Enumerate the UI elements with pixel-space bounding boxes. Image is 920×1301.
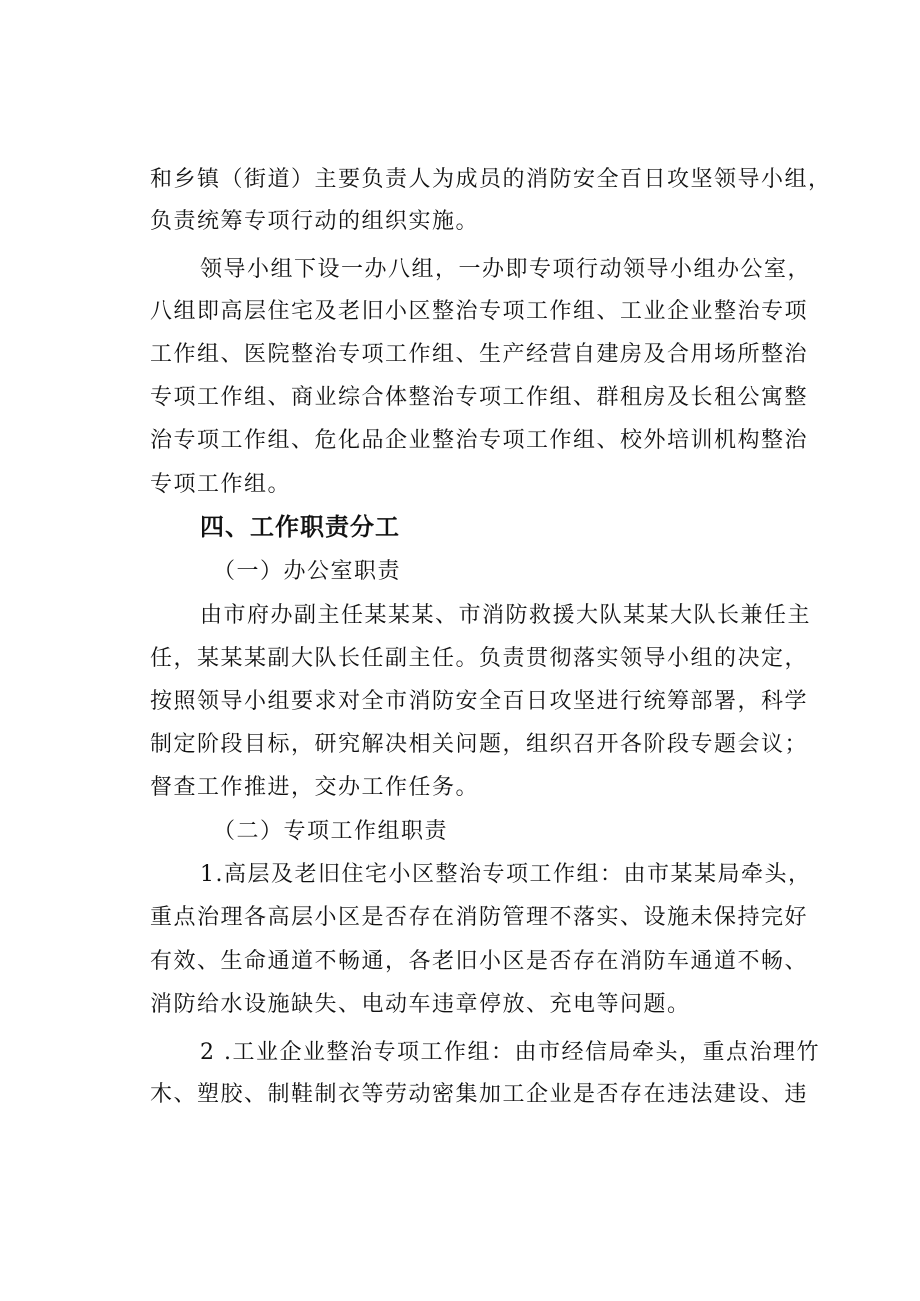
text-line: 1.高层及老旧住宅小区整治专项工作组：由市某某局牵头，: [200, 862, 812, 887]
text-line: 专项工作组、商业综合体整治专项工作组、群租房及长租公寓整: [150, 385, 809, 410]
subsection-heading: （一）办公室职责: [213, 559, 402, 584]
text-line: 制定阶段目标，研究解决相关问题，组织召开各阶段专题会议；: [150, 732, 809, 757]
text-line: 负责统筹专项行动的组织实施。: [150, 209, 480, 234]
text-line: 和乡镇（街道）主要负责人为成员的消防安全百日攻坚领导小组，: [150, 167, 832, 192]
subsection-heading: （二）专项工作组职责: [213, 819, 449, 844]
text-line: 按照领导小组要求对全市消防安全百日攻坚进行统筹部署，科学: [150, 689, 809, 714]
text-line: 工作组、医院整治专项工作组、生产经营自建房及合用场所整治: [150, 342, 809, 367]
text-line: 八组即高层住宅及老旧小区整治专项工作组、工业企业整治专项: [150, 299, 809, 324]
text-line: 木、塑胶、制鞋制衣等劳动密集加工企业是否存在违法建设、违: [150, 1082, 809, 1107]
text-line: 消防给水设施缺失、电动车违章停放、充电等问题。: [150, 992, 691, 1017]
text-line: 领导小组下设一办八组，一办即专项行动领导小组办公室，: [200, 257, 812, 282]
text-line: 治专项工作组、危化品企业整治专项工作组、校外培训机构整治: [150, 428, 809, 453]
text-line: 2 .工业企业整治专项工作组：由市经信局牵头，重点治理竹: [200, 1040, 820, 1065]
text-line: 由市府办副主任某某某、市消防救援大队某某大队长兼任主: [200, 603, 812, 628]
text-line: 专项工作组。: [150, 472, 292, 497]
section-heading: 四、工作职责分工: [200, 513, 400, 541]
text-line: 重点治理各高层小区是否存在消防管理不落实、设施未保持完好: [150, 905, 809, 930]
text-line: 任，某某某副大队长任副主任。负责贯彻落实领导小组的决定，: [150, 646, 809, 671]
text-line: 有效、生命通道不畅通，各老旧小区是否存在消防车通道不畅、: [150, 949, 809, 974]
text-line: 督查工作推进，交办工作任务。: [150, 775, 480, 800]
